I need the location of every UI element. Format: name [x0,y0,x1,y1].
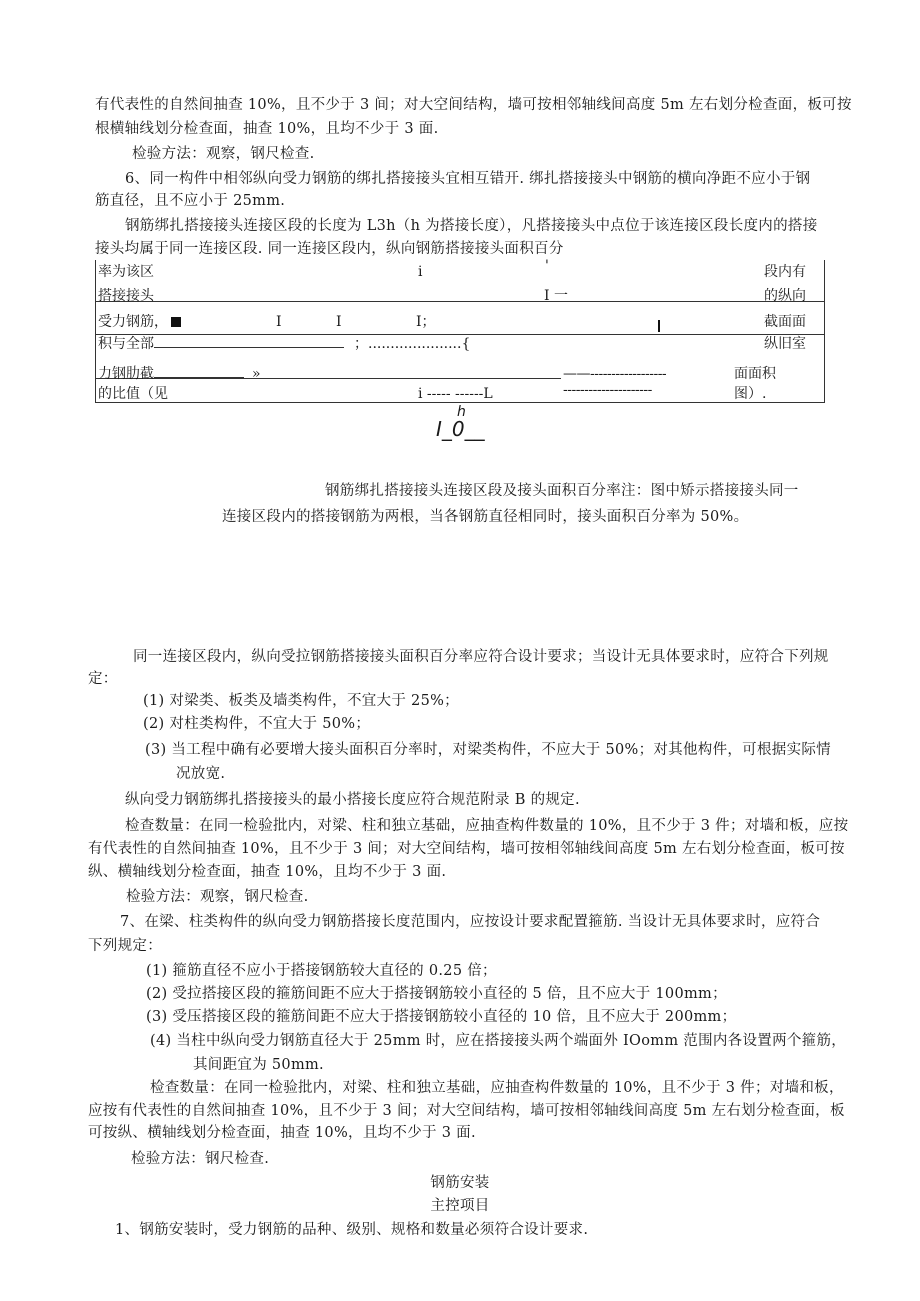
figure-text: 受力钢筋， [98,312,181,332]
paragraph-line: 定： [88,671,118,687]
paragraph-line: 应按有代表性的自然间抽查 10%，且不少于 3 间；对大空间结构，墙可按相邻轴线间高度 5m 左右划分检查面，板 [88,1103,845,1119]
inspection-method: 检验方法：观察，钢尺检查. [132,146,315,162]
figure-text: » [252,366,261,382]
figure-text: 的比值（见 [98,386,168,402]
inspection-quantity: 检查数量：在同一检验批内，对梁、柱和独立基础，应抽查构件数量的 10%，且不少于 3 件；对墙和板， [150,1080,844,1096]
figure-text: i [418,264,423,280]
paragraph-line: 根横轴线划分检查面，抽查 10%，且均不少于 3 面. [95,121,439,137]
figure-caption: 钢筋绑扎搭接接头连接区段及接头面积百分率注：图中矫示搭接接头同一 [325,483,799,499]
figure-text: 段内有 [764,264,806,280]
figure-text: 积与全部 [98,334,344,354]
list-item: (1) 对梁类、板类及墙类构件，不宜大于 25%； [143,693,459,709]
figure-text: 纵旧室 [764,336,806,352]
list-item: (3) 受压搭接区段的箍筋间距不应大于搭接钢筋较小直径的 10 倍，且不应大于 200mm； [146,1009,737,1025]
paragraph-line: 有代表性的自然间抽查 10%，且不少于 3 间；对大空间结构，墙可按相邻轴线间高度 5m 左右划分检查面，板可按 [88,841,845,857]
figure-text: 搭接接头 [98,288,154,304]
clause-1: 1、钢筋安装时，受力钢筋的品种、级别、规格和数量必须符合设计要求. [115,1222,589,1238]
list-item-continuation: 其间距宜为 50mm. [193,1057,324,1073]
figure-text: 面面积 [734,366,776,382]
paragraph-line: 接头均属于同一连接区段. 同一连接区段内，纵向钢筋搭接接头面积百分 [95,241,564,257]
figure-text: I [276,314,282,330]
figure-text: 力钢肋截 [98,364,244,384]
figure-text: i ----- ------L [418,386,493,402]
list-item: (2) 受拉搭接区段的箍筋间距不应大于搭接钢筋较小直径的 5 倍，且不应大于 100mm； [146,986,727,1002]
list-item: (2) 对柱类构件，不宜大于 50%； [143,716,371,732]
figure-text: 的纵向 [764,288,806,304]
figure-text: ——------------------ [563,366,667,382]
figure-text: 截面面 [764,314,806,330]
zero-label: I_0__ [436,417,485,441]
figure-caption: 连接区段内的搭接钢筋为两根，当各钢筋直径相同时，接头面积百分率为 50%。 [222,509,749,525]
inspection-quantity: 检查数量：在同一检验批内，对梁、柱和独立基础，应抽查构件数量的 10%，且不少于 3 件；对墙和板，应按 [125,818,849,834]
paragraph-line: 纵向受力钢筋绑扎搭接接头的最小搭接长度应符合规范附录 B 的规定. [125,792,580,808]
figure-text: I 一 [544,288,568,304]
clause-7: 7、在梁、柱类构件的纵向受力钢筋搭接长度范围内，应按设计要求配置箍筋. 当设计无具体要求时，应符合 [120,914,821,930]
h-label: h [457,404,466,420]
figure-text: ' [545,258,549,274]
subsection-heading: 主控项目 [430,1198,490,1214]
paragraph-line: 筋直径，且不应小于 25mm. [95,193,286,209]
black-square-mark [171,317,181,327]
list-item: (3) 当工程中确有必要增大接头面积百分率时，对梁类构件，不应大于 50%；对其他构件，可根据实际情 [145,742,831,758]
inspection-method: 检验方法：观察，钢尺检查. [126,889,309,905]
figure-rule [96,301,824,302]
figure-text: 图）. [734,386,767,402]
list-item: (4) 当柱中纵向受力钢筋直径大于 25mm 时，应在搭接接头两个端面外 IOomm 范围内各设置两个箍筋， [150,1033,847,1049]
figure-text: 率为该区 [98,264,154,280]
figure-text: ；.....................{ [354,336,471,352]
paragraph-line: 钢筋绑扎搭接接头连接区段的长度为 L3h（h 为搭接长度），凡搭接接头中点位于该连接区段长度内的搭接 [125,218,818,234]
list-item: (1) 箍筋直径不应小于搭接钢筋较大直径的 0.25 倍； [146,963,497,979]
paragraph-line: 可按纵、横轴线划分检查面，抽查 10%，且均不少于 3 面. [88,1125,476,1141]
paragraph-line: 下列规定： [88,938,162,954]
bar-mark [658,316,660,336]
figure-text: I [336,314,342,330]
list-item-continuation: 况放宽. [176,766,226,782]
figure-text: I； [416,314,436,330]
paragraph-line: 同一连接区段内，纵向受拉钢筋搭接接头面积百分率应符合设计要求；当设计无具体要求时，应符合下列规 [133,649,829,665]
section-heading: 钢筋安装 [430,1175,490,1191]
clause-6: 6、同一构件中相邻纵向受力钢筋的绑扎搭接接头宜相互错开. 绑扎搭接接头中钢筋的横向净距不应小于钢 [125,171,811,187]
paragraph-line: 有代表性的自然间抽查 10%，且不少于 3 间；对大空间结构，墙可按相邻轴线间高度 5m 左右划分检查面，板可按 [95,97,852,113]
paragraph-line: 纵、横轴线划分检查面，抽查 10%，且均不少于 3 面. [88,864,447,880]
inspection-method: 检验方法：钢尺检查. [131,1151,270,1167]
lap-splice-figure [95,260,825,403]
figure-text: --------------------- [563,382,652,398]
